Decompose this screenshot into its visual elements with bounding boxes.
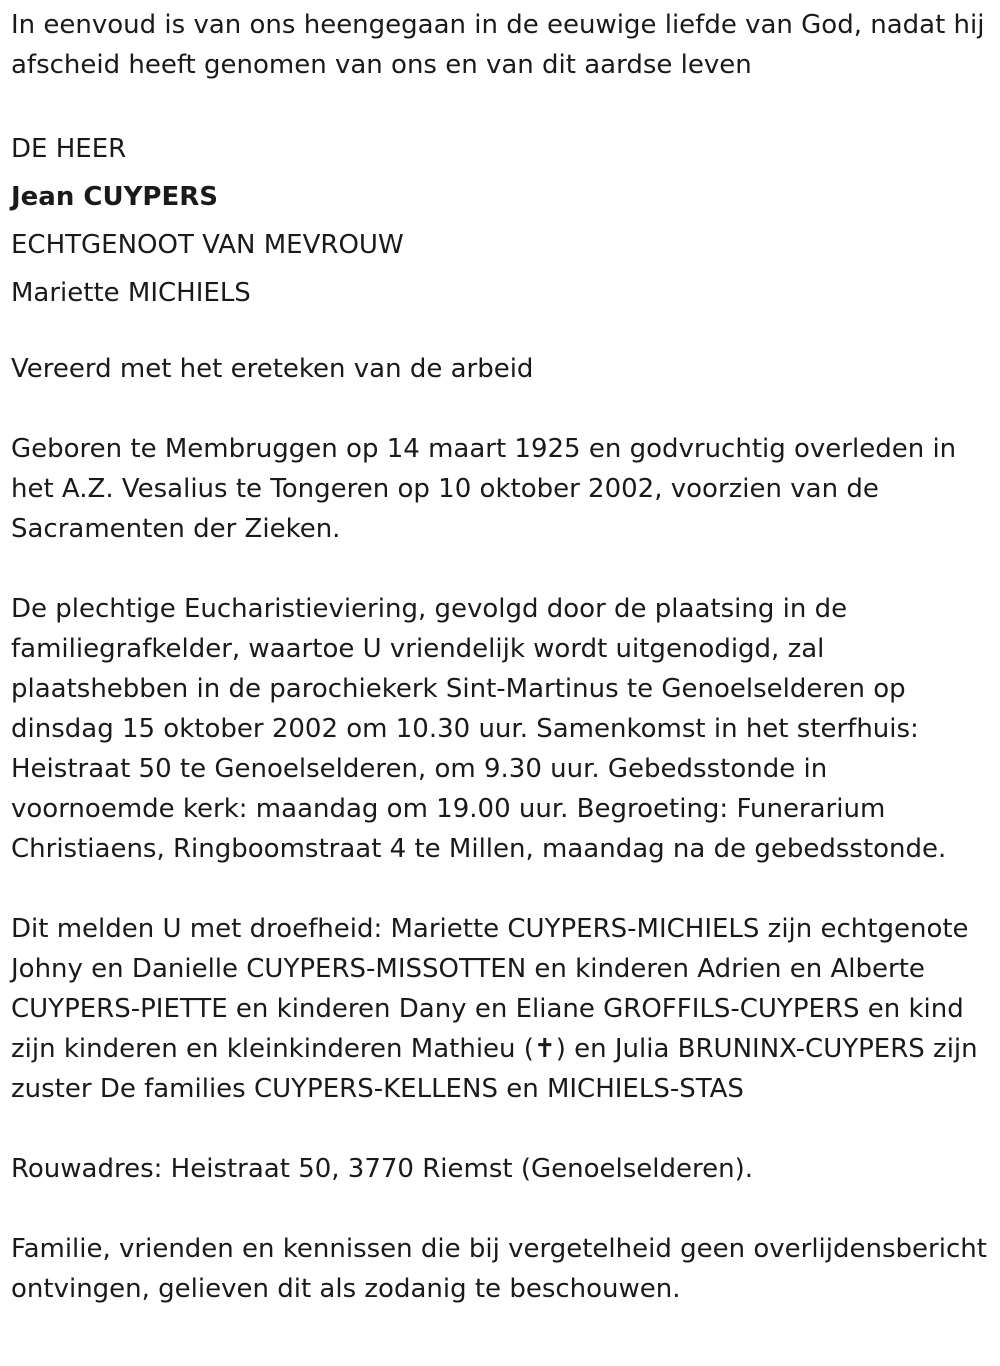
spacer	[11, 1109, 996, 1149]
intro-paragraph: In eenvoud is van ons heengegaan in de eeuwige liefde van God, nadat hij afscheid heeft genomen van ons en van dit aardse leven	[11, 10, 985, 80]
birth-death-paragraph: Geboren te Membruggen op 14 maart 1925 en godvruchtig overleden in het A.Z. Vesalius te Tongeren op 10 oktober 2002, voorzien van de Sacramenten der Zieken.	[11, 434, 957, 544]
spacer	[11, 549, 996, 589]
closing-paragraph: Familie, vrienden en kennissen die bij vergetelheid geen overlijdensbericht ontvingen, gelieven dit als zodanig te beschouwen.	[11, 1234, 987, 1304]
spacer	[11, 317, 996, 349]
honor-line: Vereerd met het ereteken van de arbeid	[11, 354, 534, 384]
spacer	[11, 85, 996, 125]
salutation: DE HEER	[11, 134, 127, 164]
spacer	[11, 1189, 996, 1229]
spacer	[11, 389, 996, 429]
spacer	[11, 869, 996, 909]
spouse-label: ECHTGENOOT VAN MEVROUW	[11, 230, 404, 260]
family-paragraph: Dit melden U met droefheid: Mariette CUYPERS-MICHIELS zijn echtgenote Johny en Danielle CUYPERS-MISSOTTEN en kinderen Adrien en Alberte CUYPERS-PIETTE en kinderen Dany en Eliane GROFFILS-CUYPERS en kind zijn kinderen en kleinkinderen Mathieu (✝) en Julia BRUNINX-CUYPERS zijn zuster De families CUYPERS-KELLENS en MICHIELS-STAS	[11, 914, 978, 1104]
obituary-document	[11, 5, 996, 1309]
spouse-name: Mariette MICHIELS	[11, 278, 251, 308]
ceremony-paragraph: De plechtige Eucharistieviering, gevolgd door de plaatsing in de familiegrafkelder, waartoe U vriendelijk wordt uitgenodigd, zal plaatshebben in de parochiekerk Sint-Martinus te Genoelselderen op dinsdag 15 oktober 2002 om 10.30 uur. Samenkomst in het sterfhuis: Heistraat 50 te Genoelselderen, om 9.30 uur. Gebedsstonde in voornoemde kerk: maandag om 19.00 uur. Begroeting: Funerarium Christiaens, Ringboomstraat 4 te Millen, maandag na de gebedsstonde.	[11, 594, 947, 864]
deceased-name: Jean CUYPERS	[11, 182, 218, 212]
address-line: Rouwadres: Heistraat 50, 3770 Riemst (Genoelselderen).	[11, 1154, 754, 1184]
